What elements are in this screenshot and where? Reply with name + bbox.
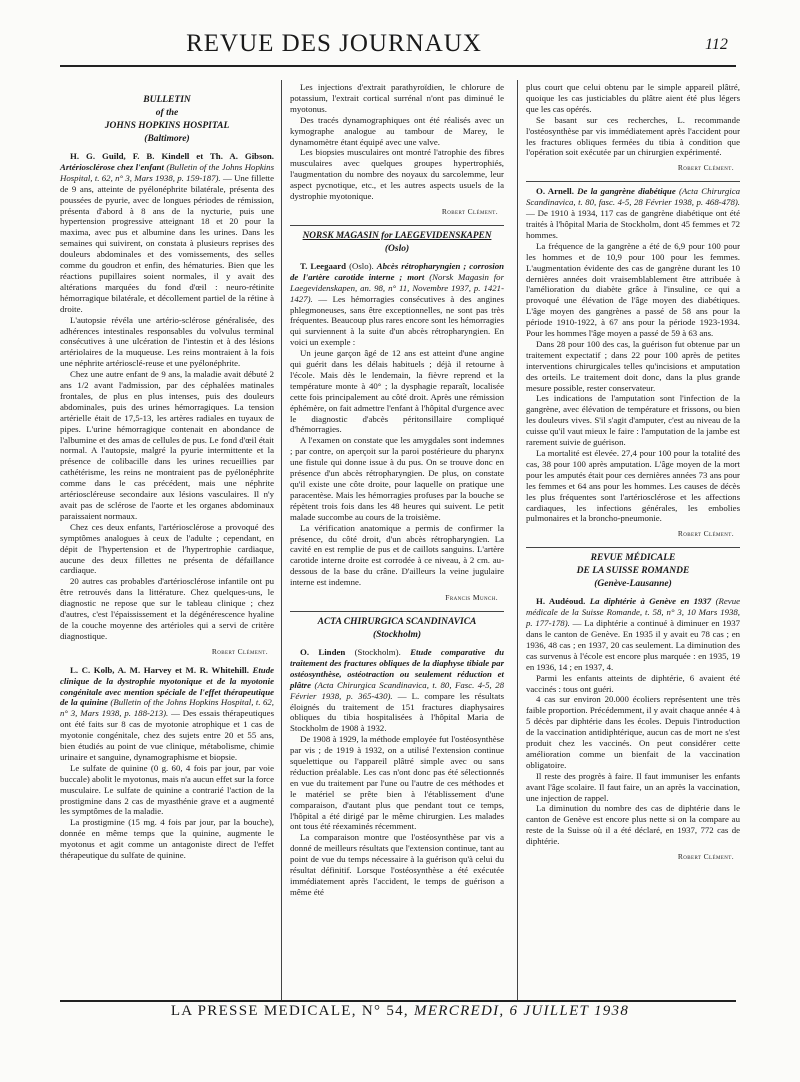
article-authors: O. Arnell. [536,186,574,197]
article-title: Abcès rétropharyngien ; corrosion de l'artère carotide interne ; mort [290,260,505,282]
column-divider [517,80,518,1000]
article-authors: O. Linden [300,646,346,657]
section-rule [290,225,504,226]
article-paragraph: Dans 28 pour 100 des cas, la guérison fut obtenue par un traitement expectatif ; dans 22 pour 100 après de petites interventions chirurgicales telles qu'incisions et amputation des orteils. Le traitement doit donc, dans la plus grande mesure possible, rester conservateur. [526,338,740,393]
article-title: Etude comparative du traitement des fractures obliques de la diaphyse tibiale par ostéosynthèse, ostéotraction ou seulement réduction et plâtre [290,646,505,690]
article-title: La diphtérie à Genève en 1937 [589,596,712,607]
article-paragraph: La prostigmine (15 mg. 4 fois par jour, par la bouche), donnée en même temps que la quinine, augmente le myotonus et agit comme un antagoniste direct de l'effet thérapeutique du sulfate de quinine. [60,817,274,861]
footer-journal: LA PRESSE MEDICALE, N° 54, [170,1003,409,1019]
article-paragraph: Les indications de l'amputation sont l'infection de la gangrène, avec élévation de température et frissons, ou bien les douleurs vives. S'il s'agit d'amputer, c'est au niveau de la cuisse qu'il vaut mieux le faire : l'amputation de la jambe est rarement suivie de guérison. [526,393,740,448]
article-paragraph: L'autopsie révéla une artério-sclérose généralisée, des adhérences intestinales responsables du volvulus terminal consécutives à une ulcération de l'intestin et à des lésions artériolaires de la muqueuse. Les reins montraient à la fois une néphrite artériosclé-reuse et une pyélonéphrite. [60,314,274,369]
article-location: (Stockholm). [354,646,401,657]
section-location: (Oslo) [384,243,410,254]
article-paragraph: plus court que celui obtenu par le simple appareil plâtré, quoique les cas justiciables du plâtre aient été plus légers que les cas opérés. [526,82,740,114]
section-rule [290,611,504,612]
article-source: (Bulletin of the Johns Hopkins Hospital, t. 62, n° 3, Mars 1938, p. 159-187). [60,161,275,183]
section-heading: of the [155,108,179,118]
article-authors: L. C. Kolb, A. M. Harvey et M. R. Whitehill. [70,664,249,675]
footer-day: MERCREDI, [414,1003,505,1019]
column-3 [526,82,740,870]
article-heading [290,261,504,348]
article-paragraph: Chez une autre enfant de 9 ans, la maladie avait débuté 2 ans 1/2 avant l'admission, par des céphalées matinales frontales, de plus en plus intenses, puis des douleurs abdominales, puis des urines hémorragiques. La tension artérielle était de 17,5-13, les artères radiales en tuyaux de pipes. L'urine hémorragique contenait en abondance de l'albumine et des amas de cellules de pus. Le fond d'œil était normal. A l'autopsie, malgré la pyurie intermittente et la présence de colibacille dans les urines recueillies par cathétérisme, les reins ne montraient pas de pyélonéphrite comme dans le cas précédent, mais une néphrite artérioscléreuse secondaire aux lésions vasculaires. Il n'y avait pas de sclérose de l'aorte et les organes abdominaux paraissaient normaux. [60,369,274,521]
article-paragraph: La fréquence de la gangrène a été de 6,9 pour 100 pour les hommes et de 10,9 pour 100 pour les femmes. L'augmentation évidente des cas de gangrène durant les 10 dernières années doit vraisemblablement être attribuée à l'amélioration du diabète grâce à l'insuline, ce qui a provoqué une élévation de l'âge moyen des diabétiques. L'âge moyen des gangrènes a passé de 58 ans pour la période 1910-1922, à 67 ans pour la période 1923-1934. Pour les hommes l'âge moyen a passé de 59 à 63 ans. [526,240,740,339]
article-source: (Bulletin of the Johns Hopkins Hospital, t. 62, n° 3, Mars 1938, p. 188-213). [60,697,274,719]
article-paragraph: Parmi les enfants atteints de diphtérie, 6 avaient été vaccinés : tous ont guéri. [526,672,740,694]
section-heading: NORSK MAGASIN for LAEGEVIDENSKAPEN [302,230,492,241]
section-heading: DE LA SUISSE ROMANDE [576,566,690,577]
section-heading: JOHNS HOPKINS HOSPITAL [104,121,230,131]
section-rule [526,181,740,182]
article-signature: Robert Clément. [677,852,734,862]
article-heading [290,647,504,734]
page-number: 112 [705,36,728,53]
article-authors: H. G. Guild, F. B. Kindell et Th. A. Gibson. [70,151,274,161]
section-heading: ACTA CHIRURGICA SCANDINAVICA [317,616,477,627]
article-signature: Francis Munch. [445,593,498,603]
article-text: — Une fillette de 9 ans, atteinte de pyélonéphrite bilatérale, présenta des poussées de pyurie, avec de longues périodes de rémission, présenta d'abord à 8 ans de la nycturie, puis une hypertension progressive atteignant 18 et 20 pour la maxima, avec pus et albumine dans les urines. Dans les semaines qui suivirent, on constata à plusieurs reprises des douleurs abdominales et des vomissements, des selles comme du goudron et enfin, des hématuries. Bien que les réactions pupillaires soient normales, il y avait des altérations marquées du fond d'œil : neuro-rétinite hémorragique bilatérale, et décollement partiel de la rétine à droite. [60,172,275,314]
article-heading [60,151,274,315]
section-heading: REVUE MÉDICALE [590,553,676,564]
article-heading [60,665,274,763]
article-paragraph: Chez ces deux enfants, l'artériosclérose a provoqué des symptômes analogues à ceux de l'adulte ; cependant, en dépit de l'hypertension et de l'hypertrophie cardiaque, aucune des deux fillettes ne présenta de défaillance cardiaque. [60,521,274,576]
article-paragraph: Des tracés dynamographiques ont été réalisés avec un kymographe analogue au tambour de Marey, le dynamomètre étant équipé avec une valve. [290,114,504,147]
article-paragraph: Un jeune garçon âgé de 12 ans est atteint d'une angine qui guérit dans les délais habituels ; déjà il retourne à l'école. Mais dès le lendemain, la fièvre reprend et la température monte à 40° ; la dysphagie reparaît, localisée cette fois principalement au côté droit. Après une rémission éphémère, on fait admettre l'enfant à l'hôpital d'urgence avec le diagnostic d'abcès péritonsillaire compliqué d'hémorragies. [290,348,504,435]
article-location: (Oslo). [349,260,374,271]
article-signature: Robert Clément. [677,529,734,539]
article-text: — Les hémorragies consécutives à des angines phlegmoneuses, sans être exceptionnelles, ne sont pas très fréquentes. Beaucoup plus rares encore sont les hémorragies qui surviennent à la suite d'un abcès rétropharyngien. En voici un exemple : [290,293,505,348]
article-title: Artériosclérose chez l'enfant [60,161,164,172]
article-paragraph: La vérification anatomique a permis de confirmer la présence, du côté droit, d'un abcès rétropharyngien. La cavité en est remplie de pus et de caillots sanguins. L'artère carotide interne droite est corrodée à ce niveau, à 2 cm. au-dessous de la base du crâne. D'ailleurs la veine jugulaire interne est indemne. [290,522,504,588]
article-source: (Acta Chirurgica Scandinavica, t. 80, fasc. 4-5, 28 Février 1938, p. 468-478). [526,186,740,208]
article-paragraph: La comparaison montre que l'ostéosynthèse par vis a donné de meilleurs résultats que l'extension continue, tant au point de vue du temps nécessaire à la guérison qu'à celui du résultat définitif. Lorsque l'ostéosynthèse a été exécutée immédiatement après l'accident, le temps de guérison a même été [290,832,504,897]
article-source: (Acta Chirurgica Scandinavica, t. 80, Fasc. 4-5, 28 Février 1938, p. 365-430). [290,679,504,701]
column-1 [60,82,274,861]
article-signature: Robert Clément. [677,163,734,173]
section-location: (Baltimore) [144,134,190,144]
article-heading [526,596,740,672]
page-footer [0,1003,800,1020]
article-paragraph: A l'examen on constate que les amygdales sont indemnes ; par contre, on aperçoit sur la paroi postérieure du pharynx une fistule qui donne issue à du pus. On se trouve donc en présence d'un abcès rétropharyngien. De plus, on constate qu'il existe une côte droite, pour laquelle on pratique une paracentèse. Mais les hémorragies profuses par la bouche se répètent trois fois dans les 48 heures qui suivent. Le petit malade succombe au cours de la troisième. [290,435,504,522]
article-text: — Des essais thérapeutiques ont été faits sur 8 cas de myotonie atrophique et 1 cas de myotonie congénitale, chez des sujets entre 20 et 55 ans, bien étudiés au point de vue clinique, métabolisme, chimie urinaire et sanguine, dynamographisme et biopsie. [60,708,274,762]
section-heading: BULLETIN [143,95,191,105]
article-paragraph: Se basant sur ces recherches, L. recommande l'ostéosynthèse par vis immédiatement après l'accident pour les fractures obliques fermées du tibia à condition que l'opération soit exécutée par un chirurgien expérimenté. [526,114,740,158]
footer-date: 6 JUILLET 1938 [509,1003,630,1019]
section-location: (Genève-Lausanne) [594,579,672,590]
article-title: Etude clinique de la dystrophie myotonique et de la myotonie congénitale avec mention spéciale de l'effet thérapeutique de la quinine [60,664,274,708]
article-paragraph: Il reste des progrès à faire. Il faut immuniser les enfants avant l'âge scolaire. Il faut faire, un an après la vaccination, une injection de rappel. [526,770,740,803]
article-title: De la gangrène diabétique [577,186,676,197]
article-signature: Robert Clément. [441,206,498,216]
article-paragraph: Le sulfate de quinine (0 g. 60, 4 fois par jour, par voie buccale) abolit le myotonus, mais n'a aucun effet sur la force musculaire. Le sulfate de quinine a contrarié l'action de la prostigmine dans 2 cas de myasthénie grave et a augmenté les symptômes de la maladie. [60,762,274,817]
column-2 [290,82,504,898]
section-rule [526,547,740,548]
column-divider [281,80,282,1000]
article-signature: Robert Clément. [211,646,268,656]
article-source: (Norsk Magasin for Laegevidenskapen, an. 98, n° 11, Novembre 1937, p. 1421-1427). [290,271,504,304]
article-source: (Revue médicale de la Suisse Romande, t. 58, n° 3, 10 Mars 1938, p. 177-178). [526,596,741,629]
article-authors: H. Audéoud. [536,596,586,607]
article-paragraph: 20 autres cas probables d'artériosclérose infantile ont pu être retrouvés dans la littérature. Chez quelques-uns, le diagnostic ne repose que sur le tableau clinique ; chez d'autres, c'est l'épaississement et la dégénérescence hyaline de la couche moyenne des artérioles qui a servi de critère diagnostique. [60,576,274,641]
article-paragraph: De 1908 à 1929, la méthode employée fut l'ostéosynthèse par vis ; de 1919 à 1932, on a utilisé l'extension continue squelettique ou l'appareil plâtré simple avec ou sans réduction préalable. Les cas n'ont donc pas été sélectionnés en vue du traitement par l'une ou l'autre de ces méthodes et le matériel se prête bien à l'établissement d'une comparaison, d'autant plus que pendant tout ce temps, l'hôpital a été dirigé par le même chirurgien. Les malades ont tous été réexaminés récemment. [290,734,504,832]
article-paragraph: Les biopsies musculaires ont montré l'atrophie des fibres musculaires avec quelques groupes hypertrophiés, l'augmentation du nombre des noyaux du sarcolemme, leur aspect pycnotique, etc., et les autres aspects usuels de la dystrophie myotonique. [290,147,504,202]
article-text: — La diphtérie a continué à diminuer en 1937 dans le canton de Genève. En 1935 il y avait eu 78 cas ; en 1936, 48 cas ; en 1937, 20 cas seulement. La diminution des cas survenus à l'école est encore plus marquée : en 1935, 19 en 1936, 14 ; en 1937, 4. [526,618,741,672]
article-paragraph: La diminution du nombre des cas de diphtérie dans le canton de Genève est encore plus nette si on la compare au reste de la Suisse où il a été déclaré, en 1937, 772 cas de diphtérie. [526,803,740,847]
article-paragraph: 4 cas sur environ 20.000 écoliers représentent une très faible proportion. Précédemment, il y avait chaque année 4 à 5 décès par diphtérie dans les écoles. Depuis l'introduction de la vaccination antidiphtérique, aucun cas de mort ne s'est produit chez les vaccinés. On peut considérer cette amélioration comme un bienfait de la vaccination obligatoire. [526,694,740,770]
article-heading [526,186,740,241]
article-text: — L. compare les résultats éloignés du traitement de 151 fractures diaphysaires obliques du tibia hospitalisées à l'hôpital Maria de Stockholm de 1908 à 1932. [290,690,504,734]
page-title: REVUE DES JOURNAUX [186,30,482,57]
article-paragraph: La mortalité est élevée. 27,4 pour 100 pour la totalité des cas, 38 pour 100 après amputation. L'âge moyen de la mort pour les amputés était pour ces dernières années 73 ans pour les femmes et 64 ans pour les hommes. Les causes de décès les plus fréquentes sont l'artériosclérose et les affections cardiaques, les infections générales, les embolies pulmonaires et la broncho-pneumonie. [526,448,740,524]
footer-rule [60,1000,736,1002]
header-rule [60,65,736,67]
article-authors: T. Leegaard [300,260,347,271]
section-location: (Stockholm) [372,629,422,640]
article-paragraph: Les injections d'extrait parathyroïdien, le chlorure de potassium, l'extrait cortical surrénal n'ont pas diminué le myotonus. [290,82,504,114]
article-text: — De 1910 à 1934, 117 cas de gangrène diabétique ont été traités à l'hôpital Maria de Stockholm, dont 45 femmes et 72 hommes. [526,208,740,240]
